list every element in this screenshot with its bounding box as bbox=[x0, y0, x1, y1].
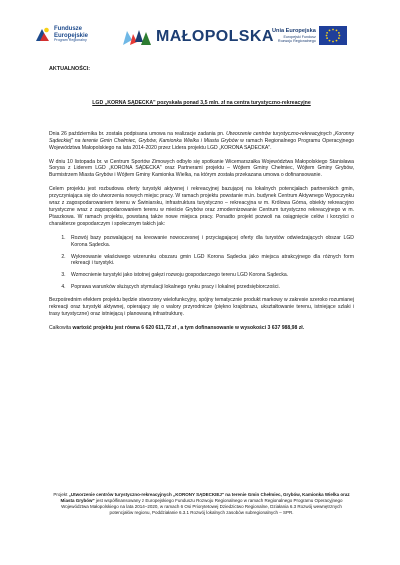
eu-line1: Unia Europejska bbox=[272, 28, 316, 35]
fundusze-europejskie-logo bbox=[34, 26, 88, 43]
paragraph-1-italic: Utworzenie centrów turystyczno-rekreacyjnych „Koronny Sądeckiej" na terenie Gmin Chełmiec, Grybów, Kamionka Wielka i Miasta Grybów bbox=[49, 130, 355, 144]
logo-bar bbox=[34, 26, 354, 50]
paragraph-5-pre: Całkowita bbox=[49, 324, 73, 331]
malopolska-wordmark: MAŁOPOLSKA bbox=[156, 28, 274, 45]
paragraph-3: Celem projektu jest rozbudowa oferty turystyki aktywnej i rekreacyjnej bazującej na lokalnych potencjałach partnerskich gmin, przyczyniająca się do utworzenia nowych miejsc pracy. W ramach projektu powstanie m.in. budynek Centrum Aktywnego Wypoczynku wraz z zagospodarowaniem terenu w Świniarsku, infrastruktura turystyczno – rekreacyjna w m. Królowa Górna, obiekty rekreacyjno turystyczne wraz z zagospodarowaniem terenu w mieście Grybów oraz zmodernizowanie Centrum turystyczno rekreacyjnego w m. Ptaszkowa. W ramach projektu, powstaną także nowe miejsca pracy. Ponadto projekt pozwoli na osiągnięcie celów i korzyści o charakterze gospodarczym i społecznym takich jak: bbox=[49, 186, 354, 227]
paragraph-1-pre: Dnia 26 października br. została podpisana umowa na realizacje zadania pn. bbox=[49, 130, 227, 137]
footer-post: jest współfinansowany z Europejskiego Funduszu Rozwoju Regionalnego w ramach Regionalnego Programu Operacyjnego Województwa Małopolskiego na lata 2014–2020, w ramach 6 Osi Priorytetowej Dziedzictwo Regionalne, Działania 6.3 Rozwój wewnętrznych potencjałów regionu, Poddziałanie 6.3.1 Rozwój lokalnych zasobów subregionalnych – SPR. bbox=[61, 497, 343, 515]
paragraph-5 bbox=[49, 325, 354, 332]
eu-logo bbox=[272, 26, 347, 45]
list-item: 2. Wykreowanie właściwego wizerunku obszaru gmin LGD Korona Sądecka jako miejsca atrakcyjnego dla różnych form rekreacji i turystyki. bbox=[67, 254, 354, 268]
article-title: LGD „KORNA SĄDECKA" pozyskała ponad 3,5 mln. zł na centra turystyczno-rekreacyjne bbox=[92, 99, 311, 106]
eu-line3: Rozwoju Regionalnego bbox=[277, 38, 316, 43]
malopolska-logo bbox=[122, 28, 274, 46]
paragraph-1-post: w ramach Regionalnego Programu Operacyjnego Województwa Małopolskiego na lata 2014-2020 przez Lidera projektu LGD „KORONA SĄDECKA". bbox=[49, 137, 354, 151]
fe-line3: Program Regionalny bbox=[54, 37, 87, 42]
malopolska-m-icon bbox=[122, 28, 152, 46]
paragraph-4: Bezpośrednim efektem projektu będzie stworzony wielofunkcyjny, spójny tematycznie produkt markowy w zakresie szeroko rozumianej rekreacji oraz turystyki aktywnej, opierający się o walory przyrodnicze (piękno krajobrazu, ukształtowanie terenu, istniejące szlaki i trasy turystyczne) oraz istniejącą i planowaną infrastrukturę. bbox=[49, 297, 354, 317]
list-item: 4. Poprawa warunków służących stymulacji lokalnego rynku pracy i lokalnej przedsiębiorczości. bbox=[67, 284, 354, 291]
paragraph-1 bbox=[49, 131, 354, 152]
footer-bold: „Utworzenie centrów turystyczno-rekreacyjnych „KORONY SĄDECKIEJ" na terenie Gmin Chełmiec, Grybów, Kamionka Wielka oraz Miasta Grybów" bbox=[60, 492, 350, 503]
fe-line2: Europejskie bbox=[54, 32, 89, 39]
list-item: 1. Rozwój bazy pozwalającej na kreowanie nowoczesnej i przyciągającej oferty dla turystów odwiedzających obszar LGD Korona Sądecka. bbox=[67, 235, 354, 249]
list-item: 3. Wzmocnienie turystyki jako istotnej gałęzi rozwoju gospodarczego terenu LGD Korona Sądecka. bbox=[67, 272, 354, 279]
article bbox=[49, 66, 354, 339]
eu-line2: Europejski Fundusz bbox=[283, 34, 316, 39]
fe-emblem-icon bbox=[34, 26, 51, 43]
fe-line1: Fundusze bbox=[54, 26, 82, 33]
footer-pre: Projekt bbox=[53, 492, 69, 497]
paragraph-5-bold: wartość projektu jest równa 6 620 611,72 zł , a tym dofinansowanie w wysokości 3 637 988,98 zł. bbox=[72, 324, 305, 331]
section-heading: AKTUALNOŚCI: bbox=[49, 66, 91, 72]
benefits-list bbox=[49, 235, 354, 291]
eu-flag-icon bbox=[319, 26, 347, 45]
funding-footer bbox=[49, 492, 354, 516]
paragraph-2: W dniu 10 listopada br. w Centrum Sportów Zimowych odbyło się spotkanie Wicemarszałka Województwa Małopolskiego Stanisława Sorysa z Liderem LGD „KORONA SĄDECKA" oraz Partnerami projektu – Wójtem Gminy Chełmiec, Wójtem Gminy Grybów, Burmistrzem Miasta Grybów i Wójtem Gminy Kamionka Wielka, na którym została przekazana umowa o dofinansowanie. bbox=[49, 158, 354, 179]
